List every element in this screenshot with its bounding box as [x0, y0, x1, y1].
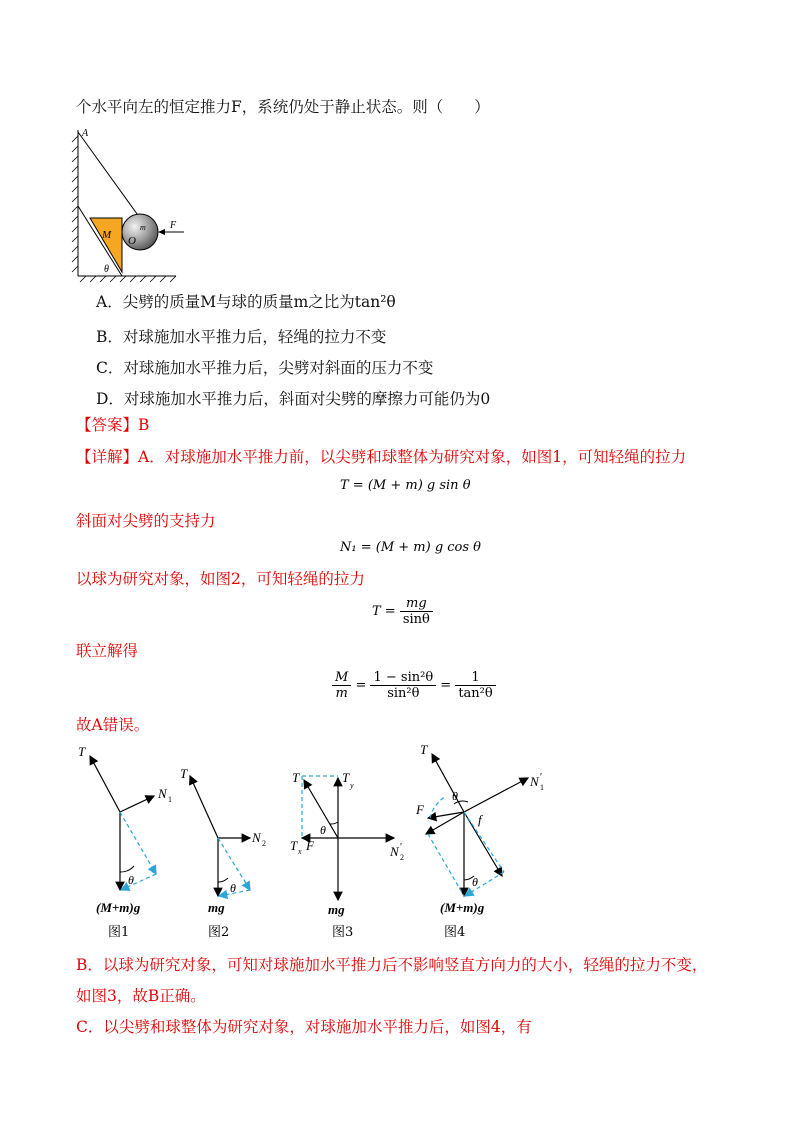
option-d: D．对球施加水平推力后，斜面对尖劈的摩擦力可能仍为0	[96, 390, 491, 408]
answer-line	[76, 414, 149, 436]
fig1-g: (M+m)g	[96, 900, 141, 915]
fig4-N: N	[530, 774, 539, 789]
fig4-g: (M+m)g	[440, 900, 485, 915]
answer-tag: 【答案】	[76, 416, 139, 434]
figure-4	[415, 742, 544, 940]
fig4-f: f	[478, 812, 482, 827]
fig2-T: T	[180, 766, 188, 781]
label-M: M	[102, 229, 112, 241]
label-O: O	[128, 235, 136, 247]
eq3-num: mg	[400, 596, 433, 612]
equation-3	[372, 596, 433, 627]
support-text: 斜面对尖劈的支持力	[76, 512, 216, 530]
eq3-lhs: T =	[372, 604, 396, 619]
eq4-lhs-den: m	[335, 686, 348, 701]
fig3-g: mg	[328, 902, 345, 917]
eq4-rhs-num: 1	[455, 670, 495, 686]
eq4-rhs-den: tan²θ	[458, 686, 493, 701]
answer-value: B	[138, 416, 150, 434]
fig1-T: T	[78, 744, 86, 759]
fig3-Ty-sub: y	[350, 781, 354, 790]
fig4-theta: θ	[472, 875, 478, 889]
fig1-theta: θ	[128, 873, 134, 887]
fig3-N-prime: ′	[400, 842, 403, 853]
option-a: A．尖劈的质量M与球的质量m之比为tan²θ	[96, 293, 396, 311]
question-stem-tail: 个水平向左的恒定推力F，系统仍处于静止状态。则（ ）	[76, 98, 490, 116]
equation-2: N₁ = (M + m) g cos θ	[340, 540, 482, 555]
fig3-F: F	[306, 838, 314, 853]
equation-4: $\frac{M}{m}$ = $\frac{\text{1 − sin²θ}}{\text{sin²θ}}$ = $\frac{1}{\text{tan²θ}}$	[332, 670, 496, 701]
figure-3	[290, 770, 404, 940]
eq4-mid-num: 1 − sin²θ	[370, 670, 436, 686]
solution-a-text: A．对球施加水平推力前，以尖劈和球整体为研究对象，如图1，可知轻绳的拉力	[138, 448, 687, 466]
option-b: B．对球施加水平推力后，轻绳的拉力不变	[96, 328, 387, 346]
fig4-T: T	[420, 742, 428, 757]
fig1-N: N	[158, 786, 167, 801]
fig3-Tx-sub: x	[298, 847, 302, 856]
fig3-Tx: T	[290, 838, 298, 853]
force-diagrams	[78, 740, 570, 950]
fig1-caption: 图1	[108, 925, 130, 940]
eq4-mid-den: sin²θ	[387, 686, 420, 701]
label-m: m	[140, 223, 146, 232]
fig2-caption: 图2	[208, 925, 230, 940]
fig2-N: N	[252, 830, 261, 845]
solution-tag: 【详解】	[76, 448, 139, 466]
fig3-Ty: T	[342, 770, 350, 785]
fig2-g: mg	[208, 900, 225, 915]
fig1-N-sub: 1	[168, 795, 172, 804]
figure-2	[180, 766, 266, 940]
fig2-N-sub: 2	[262, 839, 266, 848]
fig3-N: N	[390, 844, 399, 859]
eq3-den: sinθ	[402, 612, 430, 627]
solution-c-line: C．以尖劈和球整体为研究对象，对球施加水平推力后，如图4，有	[76, 1018, 532, 1036]
problem-figure	[66, 122, 196, 282]
solution-b-line1: B．以球为研究对象，可知对球施加水平推力后不影响竖直方向力的大小，轻绳的拉力不变，	[76, 956, 708, 974]
fig3-caption: 图3	[332, 925, 354, 940]
fig4-F: F	[416, 802, 424, 817]
fig3-N-sub: 2	[400, 853, 404, 862]
eq4-lhs-num: M	[332, 670, 351, 686]
option-c: C．对球施加水平推力后，尖劈对斜面的压力不变	[96, 359, 434, 377]
fig4-N-prime: ′	[540, 772, 543, 783]
label-F: F	[170, 220, 177, 231]
equation-1: T = (M + m) g sin θ	[340, 478, 471, 493]
fig2-theta: θ	[230, 881, 236, 895]
ball-text: 以球为研究对象，如图2，可知轻绳的拉力	[76, 570, 365, 588]
fig3-T: T	[292, 770, 300, 785]
fig4-N-sub: 1	[540, 783, 544, 792]
solve-text: 联立解得	[76, 642, 139, 660]
figure-1	[78, 744, 172, 940]
label-theta: θ	[104, 264, 109, 275]
solution-b-line2: 如图3，故B正确。	[76, 987, 206, 1005]
a-wrong-text: 故A错误。	[76, 716, 150, 734]
label-A: A	[82, 128, 89, 139]
fig4-theta-top: θ	[452, 789, 458, 803]
solution-a-intro	[76, 446, 686, 468]
fig4-caption: 图4	[444, 925, 466, 940]
fig3-theta: θ	[320, 823, 326, 837]
